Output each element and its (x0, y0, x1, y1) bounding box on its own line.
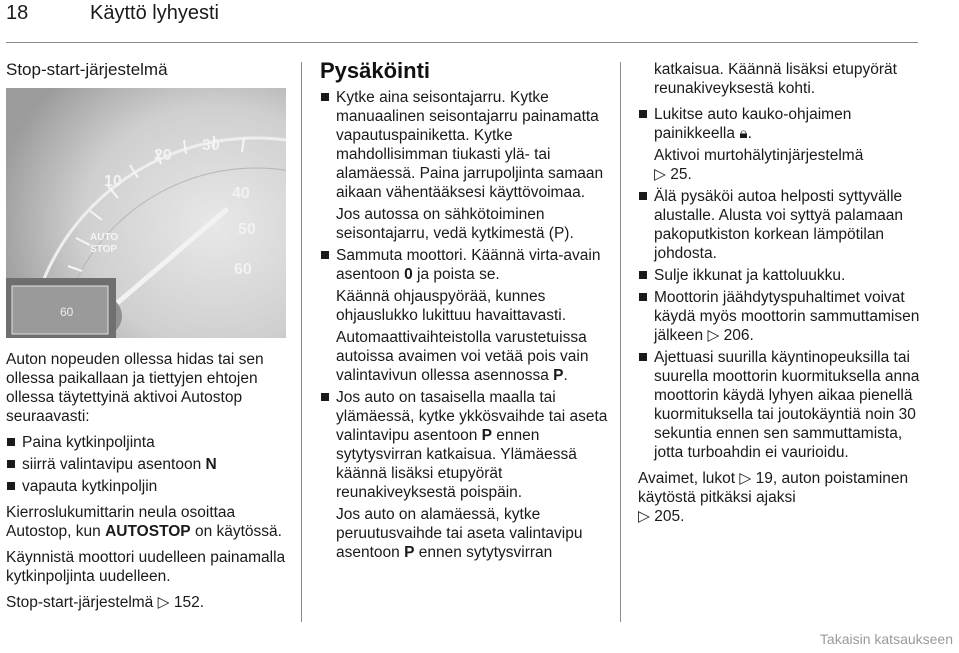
svg-text:20: 20 (154, 147, 172, 164)
page-reference-link[interactable]: 205. (654, 508, 685, 525)
list-item: Paina kytkinpoljinta (6, 433, 286, 452)
list-item: Lukitse auto kauko-ohjaimen painikkeella 🔒︎. Aktivoi murtohälytinjärjestelmä ▷ 25. (638, 105, 928, 184)
parking-brake-icon: (P) (548, 225, 570, 242)
svg-text:40: 40 (232, 185, 250, 202)
key-lock-icon: 🔒︎ (739, 125, 748, 142)
reference-paragraph: Stop-start-järjestelmä ▷ 152. (6, 594, 205, 611)
page-reference-link[interactable]: 152. (173, 594, 205, 611)
svg-text:50: 50 (238, 221, 256, 238)
bullet-icon (321, 93, 329, 101)
bullet-icon (7, 482, 15, 490)
page-ref-icon: ▷ (707, 327, 720, 344)
bullet-icon (321, 393, 329, 401)
page-ref-icon: ▷ (157, 594, 170, 611)
bullet-icon (639, 271, 647, 279)
svg-text:60: 60 (60, 305, 74, 319)
svg-text:60: 60 (234, 261, 252, 278)
chapter-title: Käyttö lyhyesti (90, 2, 219, 24)
list-item: siirrä valintavipu asentoon N (6, 455, 286, 474)
continued-text: katkaisua. Käännä lisäksi etupyörät reunakiveyksestä kohti. (654, 61, 897, 97)
electric-brake-note: Jos autossa on sähkötoiminen seisontajarru, vedä kytkimestä (P). (336, 206, 574, 242)
bullet-icon (7, 438, 15, 446)
tachometer-illustration (6, 88, 286, 338)
list-item: Sulje ikkunat ja kattoluukku. (638, 266, 928, 285)
bullet-icon (639, 110, 647, 118)
list-item: Älä pysäköi autoa helposti syttyvälle alustalle. Alusta voi syttyä palamaan pakoputkiston korkean lämpötilan johdosta. (638, 187, 928, 263)
svg-text:STOP: STOP (90, 244, 118, 255)
svg-text:30: 30 (202, 137, 220, 154)
page-reference-link[interactable]: 206. (723, 327, 754, 344)
autostop-indicator-paragraph: Kierroslukumittarin neula osoittaa Autostop, kun AUTOSTOP on käytössä. (6, 504, 282, 540)
bullet-icon (639, 192, 647, 200)
page-header (6, 0, 952, 30)
back-to-overview-link[interactable]: Takaisin katsaukseen (819, 631, 953, 647)
intro-paragraph: Auton nopeuden ollessa hidas tai sen ollessa paikallaan ja tiettyjen ehtojen ollessa täytettyinä aktivoi Autostop seuraavasti: (6, 351, 264, 425)
bullet-icon (639, 293, 647, 301)
page-number: 18 (6, 2, 29, 24)
column-divider (301, 62, 302, 622)
bullet-icon (321, 251, 329, 259)
parking-steps-continued (638, 105, 928, 462)
tachometer-image (6, 88, 286, 338)
list-item: Sammuta moottori. Käännä virta-avain asentoon 0 ja poista se. Käännä ohjauspyörää, kunnes ohjauslukko lukittuu havaittavasti. Automaattivaihteistolla varustetuissa autoissa avaimen voi vetää pois vain valintavivun ollessa asennossa P. (320, 246, 610, 385)
bullet-icon (639, 353, 647, 361)
section-title-parking: Pysäköinti (320, 58, 431, 83)
list-item: Ajettuasi suurilla käyntinopeuksilla tai suurella moottorin kuormituksella anna moottorin käydä lyhyen aikaa pienellä kuormituksella tai joutokäyntiä noin 30 sekuntia ennen sen sammuttamista, jotta turboahdin ei vaurioidu. (638, 348, 928, 462)
header-rule (6, 42, 918, 43)
column-divider (620, 62, 621, 622)
list-item: Kytke aina seisontajarru. Kytke manuaalinen seisontajarru painamatta vapautuspainiketta. Kytke mahdollisimman tiukasti ylä- tai alamäessä. Paina jarrupoljinta samaan aikaan vähentääksesi käyttövoimaa. Jos autossa on sähkötoiminen seisontajarru, vedä kytkimestä (P). (320, 88, 610, 243)
section-title-stop-start: Stop-start-järjestelmä (6, 60, 168, 79)
list-item: vapauta kytkinpoljin (6, 477, 286, 496)
list-item: Moottorin jäähdytyspuhaltimet voivat käydä myös moottorin sammuttamisen jälkeen ▷ 206. (638, 288, 928, 345)
svg-text:AUTO: AUTO (90, 232, 119, 243)
page-ref-icon: ▷ (739, 470, 752, 487)
column-stop-start (6, 60, 286, 619)
parking-steps (320, 88, 610, 562)
page-ref-icon: ▷ (654, 166, 666, 183)
restart-paragraph: Käynnistä moottori uudelleen painamalla kytkinpoljinta uudelleen. (6, 549, 286, 585)
bullet-icon (7, 460, 15, 468)
list-item: Jos auto on tasaisella maalla tai ylämäessä, kytke ykkösvaihde tai aseta valintavipu asentoon P ennen sytytysvirran katkaisua. Ylämäessä käännä lisäksi etupyörät reunakiveyksestä poispäin. Jos auto on alamäessä, kytke peruutusvaihde tai aseta valintavipu asentoon P ennen sytytysvirran (320, 388, 610, 562)
column-parking-continued (638, 60, 928, 533)
page-ref-icon: ▷ (638, 508, 650, 525)
autostop-steps (6, 433, 286, 496)
svg-text:10: 10 (104, 173, 122, 190)
column-parking (320, 60, 610, 569)
reference-paragraph: Avaimet, lukot ▷ 19, auton poistaminen käytöstä pitkäksi ajaksi ▷ 205. (638, 470, 909, 525)
page-reference-link[interactable]: 25. (670, 166, 692, 183)
